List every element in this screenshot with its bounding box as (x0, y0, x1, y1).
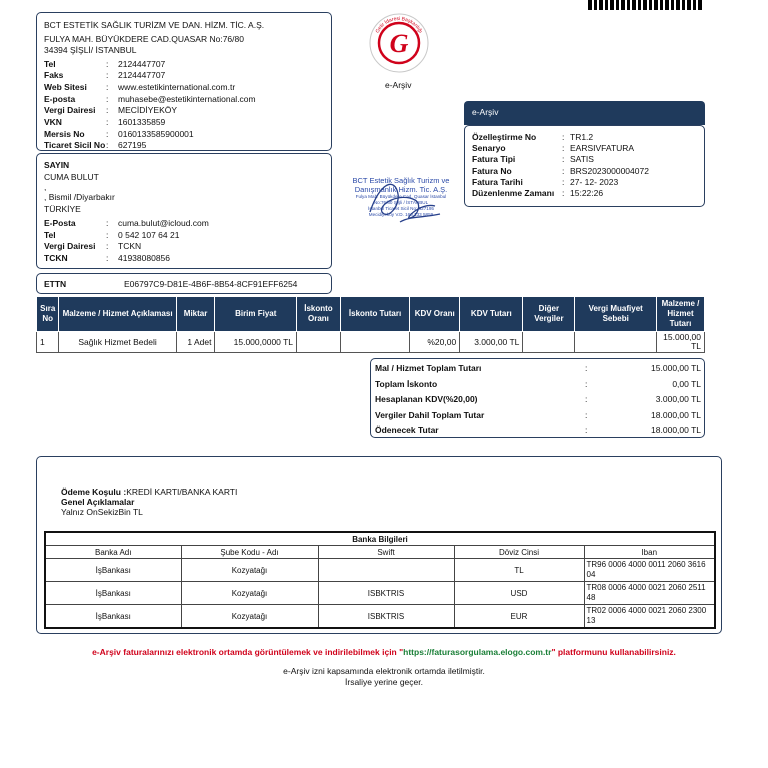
logo-caption: e-Arşiv (385, 80, 412, 90)
col-header: Malzeme / Hizmet Açıklaması (59, 297, 176, 332)
table-row (45, 582, 715, 605)
buyer-box (36, 153, 332, 269)
footer-line-2: İrsaliye yerine geçer. (345, 677, 423, 687)
stamp-line: Fulya Mah. Büyükdere Cad. Quasar İstanbul (355, 194, 447, 199)
footer-notice-text: e-Arşiv faturalarınızı elektronik ortamda görüntülemek ve indirilebilmek için " (92, 647, 404, 657)
buyer-field: E-Posta : cuma.bulut@icloud.com (44, 218, 209, 228)
seller-field: E-posta : muhasebe@estetikinternational.com (44, 93, 256, 104)
invoice-info-row: Fatura Tarihi : 27- 12- 2023 (472, 176, 619, 187)
bank-swift: ISBKTRIS (318, 605, 454, 629)
col-header: Malzeme / Hizmet Tutarı (656, 297, 704, 332)
table-row (37, 332, 705, 353)
buyer-name: CUMA BULUT (44, 171, 99, 182)
cell-total: 15.000,00 TL (656, 332, 704, 353)
logo-letter: G (389, 29, 409, 58)
bank-branch: Kozyatağı (181, 559, 318, 582)
signature-icon (360, 172, 450, 232)
cell-other-taxes (523, 332, 575, 353)
buyer-country: TÜRKİYE (44, 203, 81, 214)
qr-code (588, 0, 702, 10)
seller-fields (44, 59, 331, 153)
col-header: Döviz Cinsi (454, 546, 584, 559)
col-header: KDV Tutarı (460, 297, 523, 332)
bank-currency: TL (454, 559, 584, 582)
seller-field: Web Sitesi : www.estetikinternational.com.tr (44, 81, 236, 92)
stamp-line: Danışmanlık Hizm. Tic. A.Ş. (354, 185, 448, 194)
stamp-line: No:76/80 Şişli / İSTANBUL (373, 200, 429, 205)
col-header: İskonto Oranı (297, 297, 341, 332)
cell-vat-amount: 3.000,00 TL (460, 332, 523, 353)
bank-header-row (45, 546, 715, 559)
stamp-line: İstanbul Ticaret Sicil No: 627195 (368, 206, 434, 211)
items-table (36, 296, 705, 353)
footer-notice (0, 647, 768, 657)
totals-box (370, 358, 705, 438)
invoice-info-row: Düzenlenme Zamanı : 15:22:26 (472, 188, 604, 199)
col-header: Birim Fiyat (215, 297, 297, 332)
cell-discount-rate (297, 332, 341, 353)
bank-branch: Kozyatağı (181, 605, 318, 629)
cell-sira: 1 (37, 332, 59, 353)
logo-arc-text: Gelir İdaresi Başkanlığı (374, 15, 424, 35)
col-header: KDV Oranı (410, 297, 460, 332)
seller-field: Tel : 2124447707 (44, 58, 166, 69)
col-header: Iban (584, 546, 715, 559)
buyer-label: SAYIN (44, 160, 70, 170)
bank-branch: Kozyatağı (181, 582, 318, 605)
bank-currency: EUR (454, 605, 584, 629)
totals-row: Vergiler Dahil Toplam Tutar : 18.000,00 TL (375, 409, 701, 420)
table-row (45, 559, 715, 582)
col-header: Swift (318, 546, 454, 559)
col-header: Miktar (176, 297, 215, 332)
company-stamp (340, 176, 462, 232)
cell-unit-price: 15.000,0000 TL (215, 332, 297, 353)
seller-field: Faks : 2124447707 (44, 70, 166, 81)
col-header: Vergi Muafiyet Sebebi (575, 297, 657, 332)
payment-terms-value: KREDİ KARTI/BANKA KARTI (126, 487, 238, 497)
invoice-info-row: Özelleştirme No : TR1.2 (472, 132, 594, 142)
totals-row: Toplam İskonto : 0,00 TL (375, 378, 701, 389)
buyer-address-0: , (44, 182, 47, 192)
totals-row: Hesaplanan KDV(%20,00) : 3.000,00 TL (375, 394, 701, 404)
bank-table-title: Banka Bilgileri (45, 532, 715, 546)
cell-discount-amount (340, 332, 409, 353)
ettn-value: E06797C9-D81E-4B6F-8B54-8CF91EFF6254 (124, 279, 298, 289)
bank-swift: ISBKTRIS (318, 582, 454, 605)
items-header-row (37, 297, 705, 332)
table-row (45, 605, 715, 629)
buyer-field: TCKN : 41938080856 (44, 253, 171, 264)
totals-row: Ödenecek Tutar : 18.000,00 TL (375, 425, 701, 435)
payment-terms-label: Ödeme Koşulu : (61, 487, 127, 497)
bank-swift (318, 559, 454, 582)
cell-description: Sağlık Hizmet Bedeli (59, 332, 176, 353)
amount-in-words: Yalnız OnSekizBin TL (61, 507, 143, 517)
gib-logo (368, 12, 430, 74)
footer-notice-text: " platformunu kullanabilirsiniz. (551, 647, 676, 657)
bank-currency: USD (454, 582, 584, 605)
invoice-info-box (464, 125, 705, 207)
cell-vat-rate: %20,00 (410, 332, 460, 353)
seller-address-2: 34394 ŞİŞLİ/ İSTANBUL (44, 45, 137, 55)
footer-link[interactable]: https://faturasorgulama.elogo.com.tr (403, 647, 552, 657)
seller-box (36, 12, 332, 151)
seller-address-1: FULYA MAH. BÜYÜKDERE CAD.QUASAR No:76/80 (44, 33, 244, 44)
footer-line-1: e-Arşiv izni kapsamında elektronik ortamda iletilmiştir. (283, 666, 485, 676)
bank-iban: TR96 0006 4000 0011 2060 3616 04 (584, 559, 715, 582)
bank-iban: TR08 0006 4000 0021 2060 2511 48 (584, 582, 715, 605)
stamp-line: Mecidiyeköy V.D. 160 133 5859 (368, 212, 434, 217)
col-header: Sıra No (37, 297, 59, 332)
buyer-address-1: , Bismil /Diyarbakır (44, 192, 115, 202)
seller-field: Vergi Dairesi : MECİDİYEKÖY (44, 105, 178, 116)
invoice-header-title: e-Arşiv (472, 107, 499, 117)
bank-table (44, 531, 716, 629)
gib-logo-icon (368, 12, 430, 74)
ettn-box (36, 273, 332, 294)
col-header: Banka Adı (45, 546, 181, 559)
cell-quantity: 1 Adet (176, 332, 215, 353)
invoice-info-row: Fatura Tipi : SATIS (472, 154, 594, 165)
cell-exemption (575, 332, 657, 353)
seller-field: Mersis No : 0160133585900001 (44, 128, 194, 139)
col-header: Diğer Vergiler (523, 297, 575, 332)
bank-name: İşBankası (45, 582, 181, 605)
buyer-field: Vergi Dairesi : TCKN (44, 241, 142, 252)
seller-name: BCT ESTETİK SAĞLIK TURİZM VE DAN. HİZM. TİC. A.Ş. (44, 20, 265, 30)
seller-field: VKN : 1601335859 (44, 117, 166, 128)
invoice-info-row: Fatura No : BRS2023000004072 (472, 165, 649, 176)
seller-field: Ticaret Sicil No : 627195 (44, 140, 147, 151)
totals-row: Mal / Hizmet Toplam Tutarı : 15.000,00 TL (375, 363, 701, 373)
buyer-field: Tel : 0 542 107 64 21 (44, 229, 180, 240)
bank-name: İşBankası (45, 605, 181, 629)
stamp-line: BCT Estetik Sağlık Turizm ve (352, 176, 450, 185)
bank-name: İşBankası (45, 559, 181, 582)
ettn-label: ETTN (44, 279, 67, 289)
col-header: Şube Kodu - Adı (181, 546, 318, 559)
invoice-info-row: Senaryo : EARSIVFATURA (472, 143, 635, 154)
general-notes-label: Genel Açıklamalar (61, 497, 135, 507)
bank-iban: TR02 0006 4000 0021 2060 2300 13 (584, 605, 715, 629)
invoice-header-bar (464, 101, 705, 125)
col-header: İskonto Tutarı (340, 297, 409, 332)
